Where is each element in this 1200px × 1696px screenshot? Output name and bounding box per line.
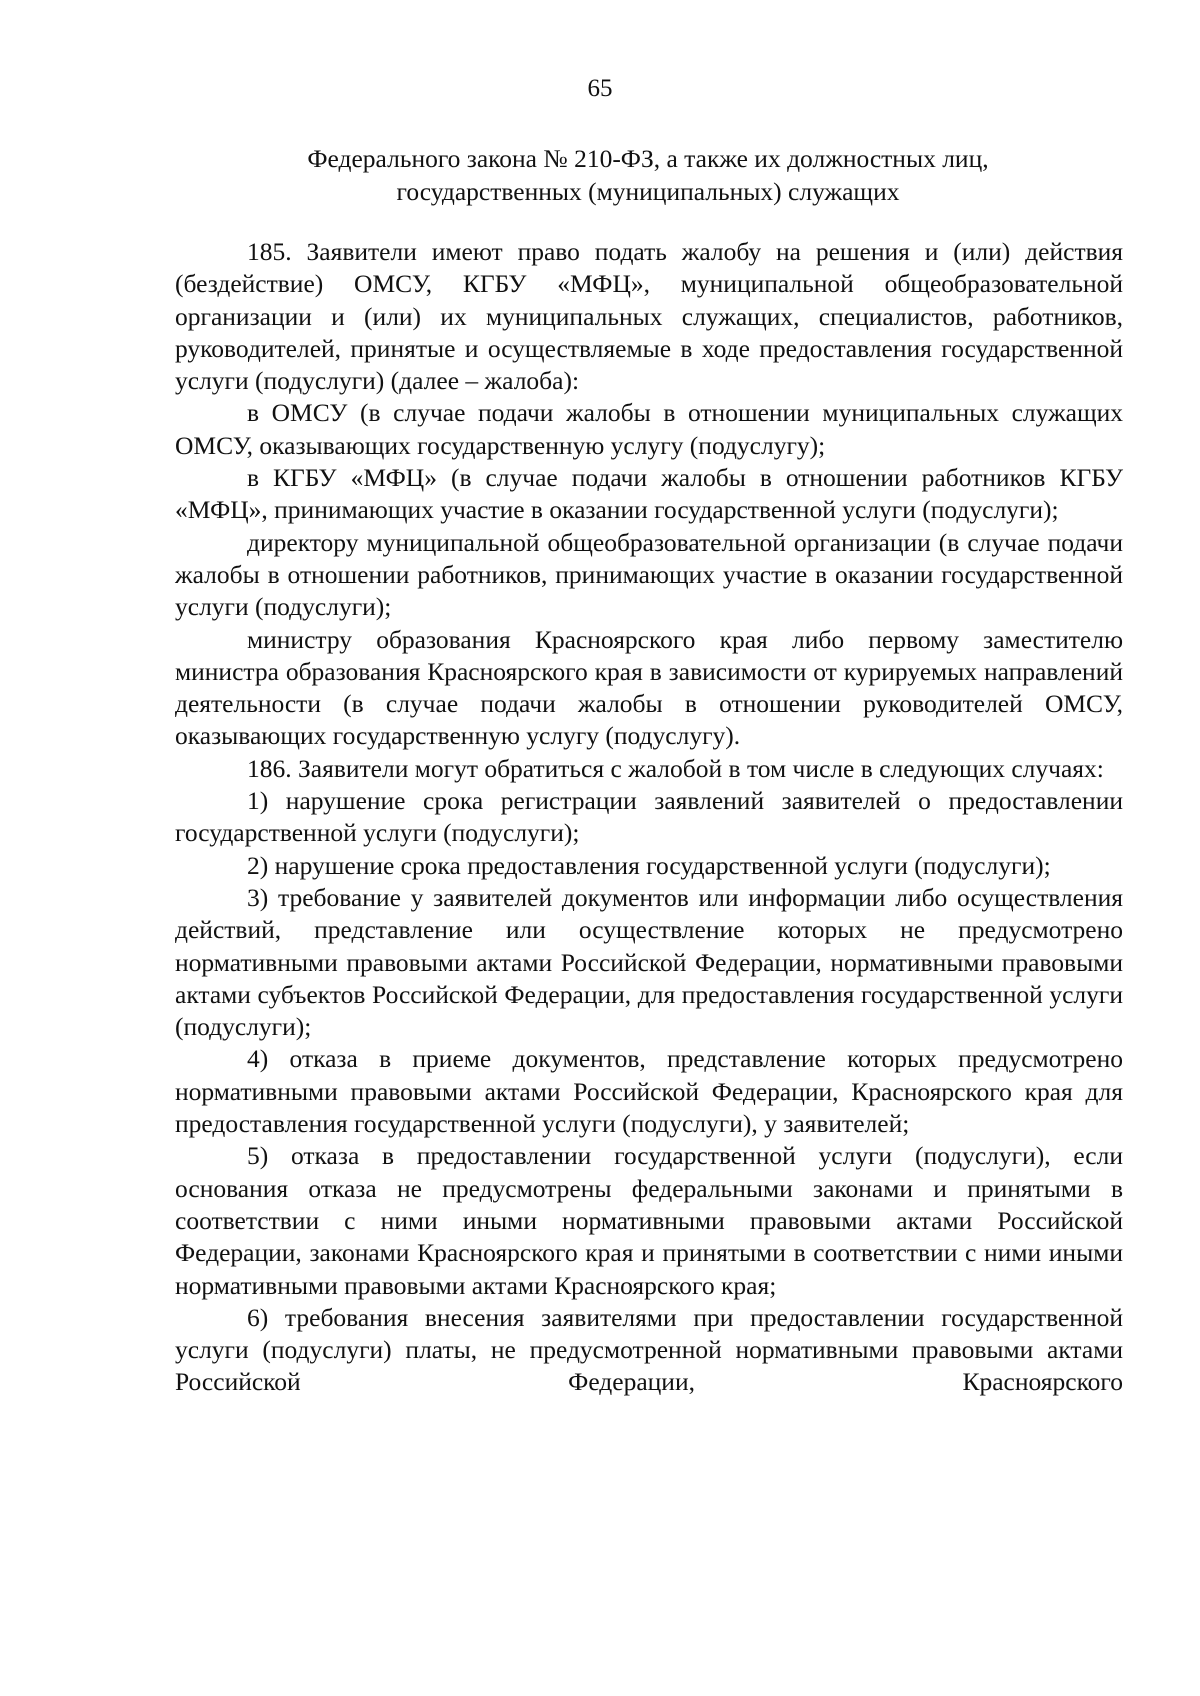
paragraph-omsu: в ОМСУ (в случае подачи жалобы в отношении муниципальных служащих ОМСУ, оказывающих государственную услугу (подуслугу); (175, 398, 1123, 460)
list-item-5: 5) отказа в предоставлении государственной услуги (подуслуги), если основания отказа не предусмотрены федеральными законами и принятыми в соответствии с ними иными нормативными правовыми актами Российской Федерации, законами Красноярского края и принятыми в соответствии с ними иными нормативными правовыми актами Красноярского края; (175, 1141, 1123, 1300)
page-number: 65 (587, 75, 613, 102)
paragraph-185: 185. Заявители имеют право подать жалобу на решения и (или) действия (бездействие) ОМСУ, КГБУ «МФЦ», муниципальной общеобразовательной организации и (или) их муниципальных служащих, специалистов, работников, руководителей, принятые и осуществляемые в ходе предоставления государственной услуги (подуслуги) (далее – жалоба): (175, 237, 1123, 396)
document-body (175, 236, 1123, 1399)
section-heading (175, 142, 1121, 208)
list-item-4: 4) отказа в приеме документов, представление которых предусмотрено нормативными правовыми актами Российской Федерации, Красноярского края для предоставления государственной услуги (подуслуги), у заявителей; (175, 1044, 1123, 1139)
list-item-2: 2) нарушение срока предоставления государственной услуги (подуслуги); (247, 850, 1051, 880)
list-item-6: 6) требования внесения заявителями при предоставлении государственной услуги (подуслуги) платы, не предусмотренной нормативными правовыми актами Российской Федерации, Красноярского (175, 1302, 1123, 1397)
paragraph-kgbu-mfc: в КГБУ «МФЦ» (в случае подачи жалобы в отношении работников КГБУ «МФЦ», принимающих участие в оказании государственной услуги (подуслуги); (175, 463, 1123, 525)
section-heading-line-2: государственных (муниципальных) служащих (396, 177, 900, 206)
paragraph-186: 186. Заявители могут обратиться с жалобой в том числе в следующих случаях: (247, 753, 1104, 783)
list-item-3: 3) требование у заявителей документов или информации либо осуществления действий, представление или осуществление которых не предусмотрено нормативными правовыми актами Российской Федерации, нормативными правовыми актами субъектов Российской Федерации, для предоставления государственной услуги (подуслуги); (175, 882, 1123, 1042)
list-item-1: 1) нарушение срока регистрации заявлений заявителей о предоставлении государственной услуги (подуслуги); (175, 786, 1123, 848)
section-heading-line-1: Федерального закона № 210-ФЗ, а также их должностных лиц, (307, 144, 989, 173)
paragraph-minister: министру образования Красноярского края либо первому заместителю министра образования Красноярского края в зависимости от курируемых направлений деятельности (в случае подачи жалобы в отношении руководителей ОМСУ, оказывающих государственную услугу (подуслугу). (175, 624, 1123, 751)
paragraph-school-director: директору муниципальной общеобразовательной организации (в случае подачи жалобы в отношении работников, принимающих участие в оказании государственной услуги (подуслуги); (175, 527, 1123, 622)
